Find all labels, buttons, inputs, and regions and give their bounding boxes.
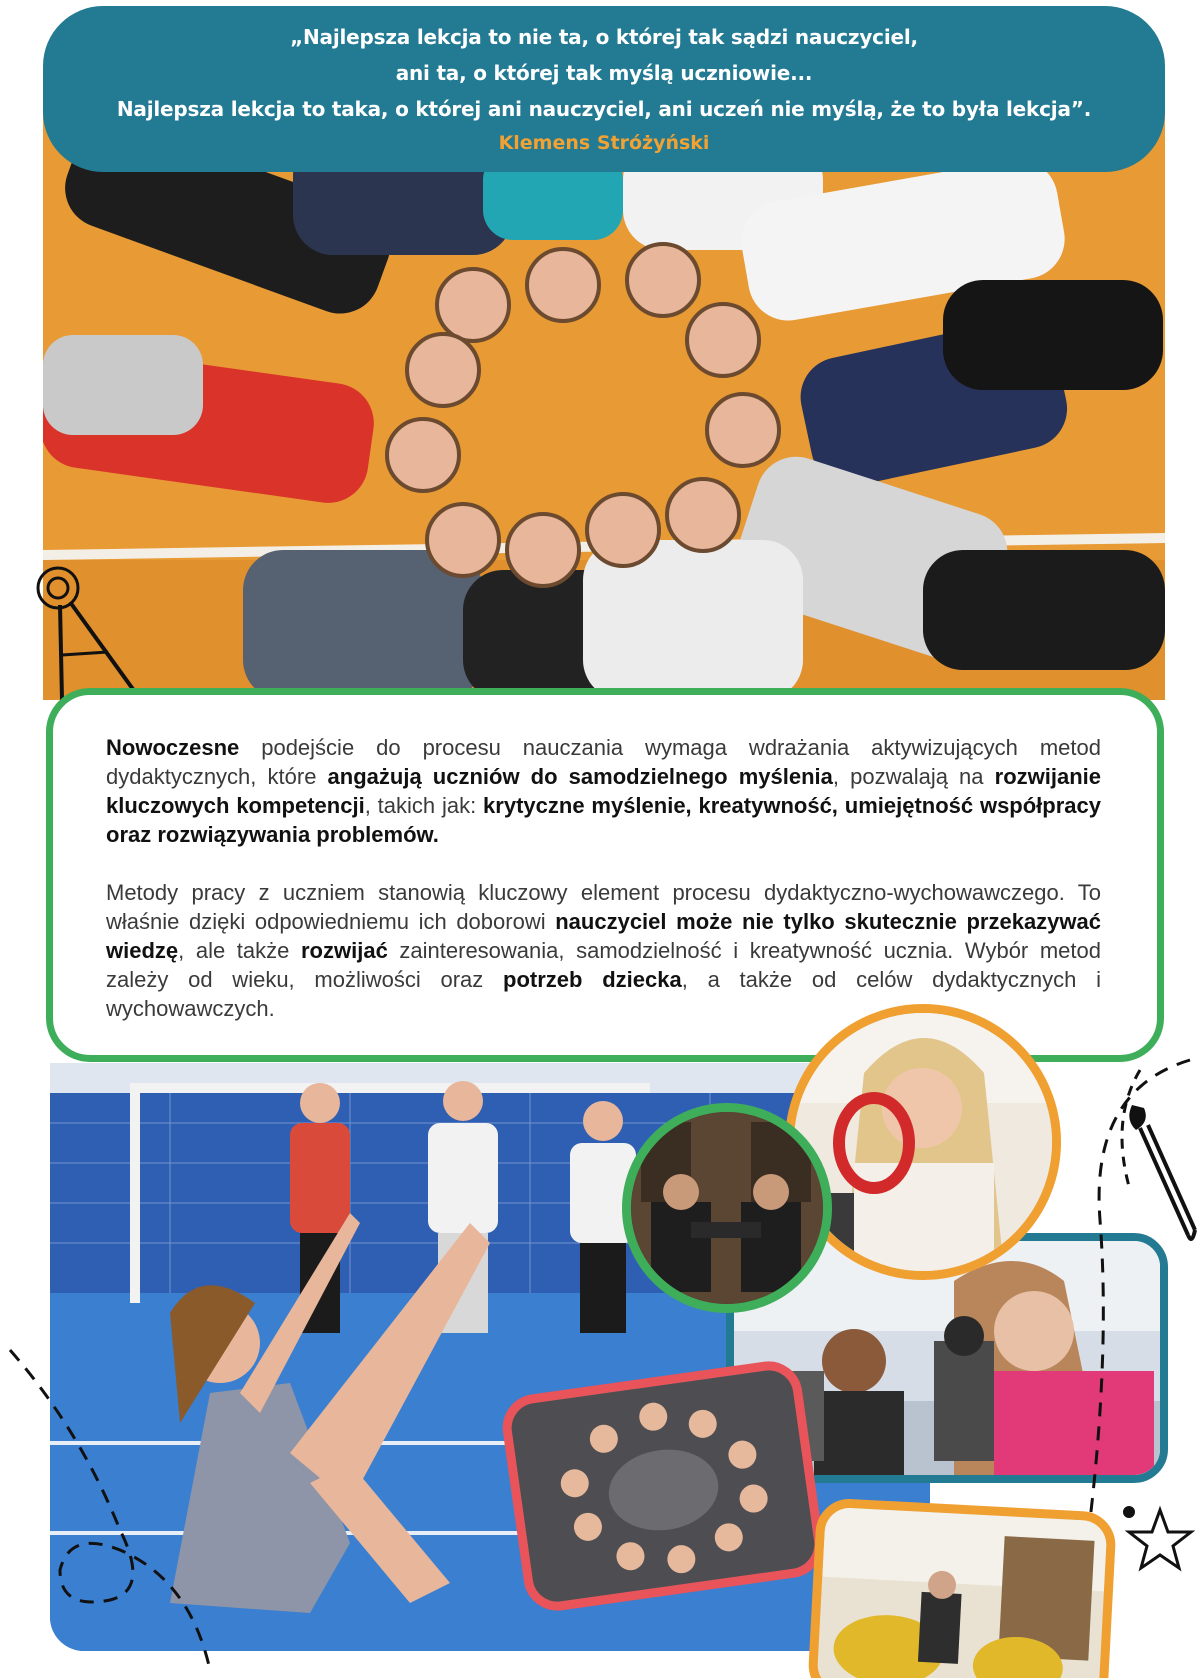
methods-paragraph xyxy=(106,878,1101,1023)
quote-line-2: ani ta, o której tak myślą uczniowie... xyxy=(395,61,813,85)
quote-line-1: „Najlepsza lekcja to nie ta, o której tak sądzi nauczyciel, xyxy=(290,25,918,49)
text-span: Metody pracy z uczniem stanowią kluczowy element procesu dydaktyczno-wychowawczego. To właśnie dzięki odpowiedniemu ich doborowi xyxy=(106,880,1101,934)
intro-paragraph xyxy=(106,733,1101,849)
quote-line-3: Najlepsza lekcja to taka, o której ani nauczyciel, ani uczeń nie myślą, że to była lekcja”. xyxy=(116,97,1092,121)
students-circle-photo xyxy=(43,100,1165,700)
text-span: , a także od celów dydaktycznych i wychowawczych. xyxy=(106,967,1101,1021)
emph-text: potrzeb dziecka xyxy=(503,967,682,992)
quote-author: Klemens Stróżyński xyxy=(498,132,710,154)
text-span: podejście do procesu nauczania wymaga wdrażania aktywizujących metod dydaktycznych, które xyxy=(106,735,1101,789)
chess-photo xyxy=(622,1103,832,1313)
emph-text: krytyczne myślenie, kreatywność, umiejętność współpracy oraz rozwiązywania problemów. xyxy=(106,793,1102,847)
methods-text-box xyxy=(46,688,1164,1062)
emph-text: rozwijanie kluczowych kompetencji xyxy=(106,764,1101,818)
emph-text: rozwijać xyxy=(301,938,388,963)
text-span: zainteresowania, samodzielność i kreatywność ucznia. Wybór metod zależy od wieku, możliwości oraz xyxy=(106,938,1101,992)
emph-text: Nowoczesne xyxy=(106,735,240,760)
hands-circle-photo xyxy=(498,1357,827,1615)
emph-text: angażują uczniów do samodzielnego myślenia xyxy=(327,764,833,789)
text-span: , takich jak: xyxy=(364,793,484,818)
dashed-swirl-doodle-icon xyxy=(0,1330,230,1670)
emph-text: nauczyciel może nie tylko skutecznie przekazywać wiedzę xyxy=(106,909,1101,963)
library-photo xyxy=(807,1497,1117,1678)
text-span: , ale także xyxy=(178,938,301,963)
quote-banner xyxy=(43,6,1165,172)
text-span: , pozwalają na xyxy=(832,764,995,789)
dashed-curve-doodle-icon xyxy=(1070,1050,1200,1520)
